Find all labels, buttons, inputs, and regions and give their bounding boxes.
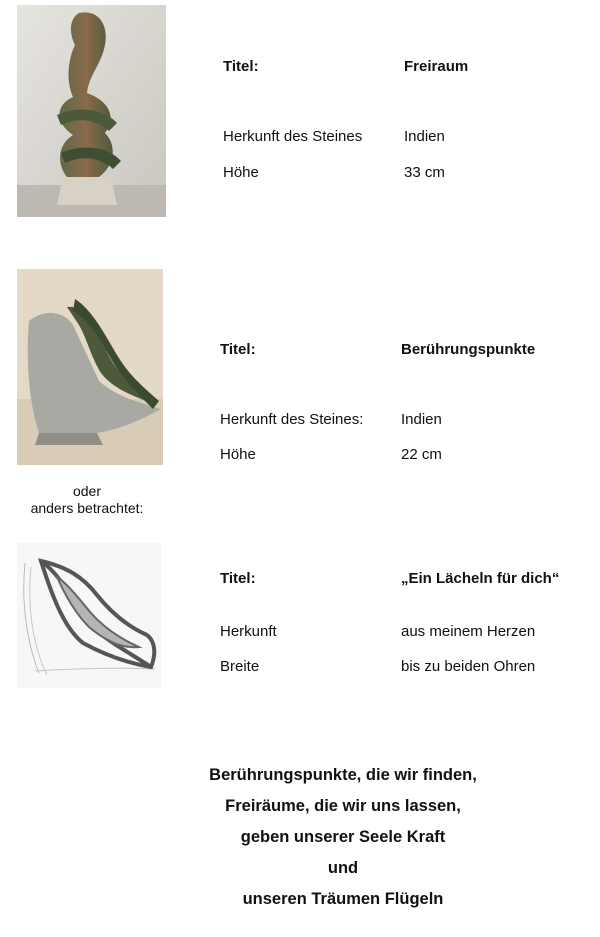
section1-height-label: Höhe [223, 164, 259, 181]
section1-height-value: 33 cm [404, 164, 445, 181]
section1-origin-label: Herkunft des Steines [223, 128, 363, 145]
section2-height-label: Höhe [220, 446, 256, 463]
section2-title-label: Titel: [220, 341, 256, 358]
section3-width-label: Breite [220, 658, 260, 675]
caption-line-2: anders betrachtet: [30, 500, 144, 516]
poem-line-4: und [327, 859, 359, 877]
section2-origin-label: Herkunft des Steines: [220, 411, 364, 428]
poem-line-1: Berührungspunkte, die wir finden, [209, 766, 477, 784]
poem-line-2: Freiräume, die wir uns lassen, [225, 797, 461, 815]
section2-title-value: Berührungspunkte [401, 341, 536, 358]
section3-origin-value: aus meinem Herzen [401, 623, 536, 640]
section2-origin-value: Indien [401, 411, 442, 428]
poem-line-3: geben unserer Seele Kraft [240, 828, 446, 846]
section2-height-value: 22 cm [401, 446, 442, 463]
section3-title-label: Titel: [220, 570, 256, 587]
image-caption [7, 483, 167, 517]
section1-title-value: Freiraum [404, 58, 469, 75]
sculpture-photo-beruehrungspunkte [17, 269, 163, 465]
sculpture-photo-freiraum [17, 5, 166, 217]
section3-title-value: „Ein Lächeln für dich“ [401, 570, 560, 587]
section1-origin-value: Indien [404, 128, 445, 145]
lips-drawing [17, 543, 161, 688]
section1-title-label: Titel: [223, 58, 259, 75]
poem [140, 760, 546, 915]
caption-line-1: oder [72, 483, 102, 499]
poem-line-5: unseren Träumen Flügeln [242, 890, 444, 908]
section3-origin-label: Herkunft [220, 623, 277, 640]
section3-width-value: bis zu beiden Ohren [401, 658, 536, 675]
